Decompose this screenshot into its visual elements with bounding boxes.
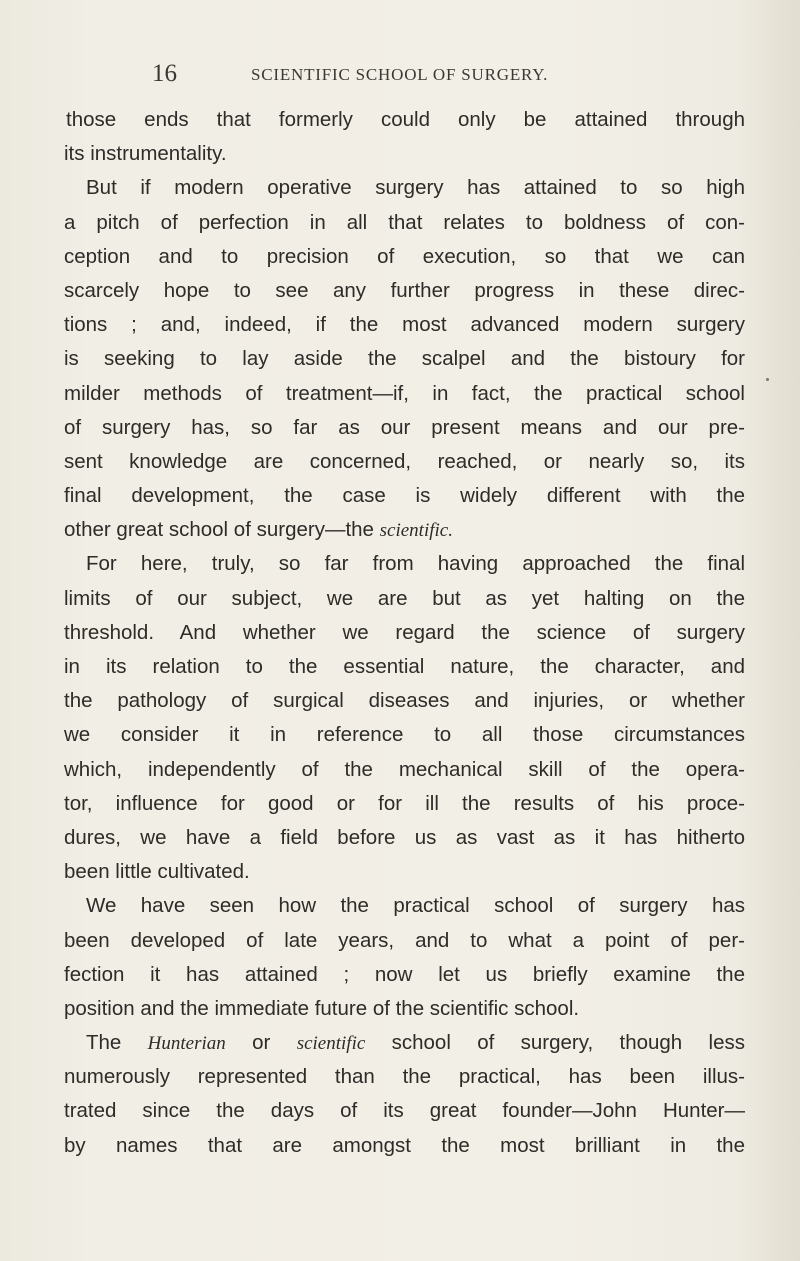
text-line: threshold. And whether we regard the science of surgery (64, 620, 745, 644)
text-line (64, 1026, 745, 1060)
text-segment: The (86, 1031, 148, 1055)
text-line: been developed of late years, and to what a point of per- (64, 928, 745, 952)
running-head: SCIENTIFIC SCHOOL OF SURGERY. (251, 65, 549, 84)
text-line: is seeking to lay aside the scalpel and the bistoury for (64, 347, 745, 371)
text-line: we consider it in reference to all those circumstances (64, 723, 745, 747)
text-line: in its relation to the essential nature, the character, and (64, 655, 745, 678)
text-line: We have seen how the practical school of surgery has (86, 894, 745, 918)
text-line: milder methods of treatment—if, in fact, the practical school (64, 381, 745, 405)
text-line: dures, we have a field before us as vast as it has hitherto (64, 825, 745, 849)
text-line: the pathology of surgical diseases and injuries, or whether (64, 689, 745, 713)
text-line: For here, truly, so far from having approached the final (86, 552, 745, 576)
text-line: of surgery has, so far as our present means and our pre- (64, 415, 745, 439)
text-line: position and the immediate future of the scientific school. (64, 996, 580, 1020)
text-line: a pitch of perfection in all that relates to boldness of con- (64, 210, 745, 234)
text-line: been little cultivated. (64, 860, 250, 884)
italic-term: Hunterian (147, 1033, 226, 1055)
text-line: numerously represented than the practical, has been illus- (64, 1065, 745, 1089)
text-line: tions ; and, indeed, if the most advanced modern surgery (64, 313, 745, 337)
page-header (152, 60, 742, 92)
text-line: by names that are amongst the most brilliant in the (64, 1133, 745, 1157)
text-line: tor, influence for good or for ill the results of his proce- (64, 791, 745, 815)
text-line: its instrumentality. (64, 142, 227, 166)
text-line: ception and to precision of execution, so that we can (64, 244, 745, 268)
text-line: trated since the days of its great founder—John Hunter— (64, 1099, 745, 1123)
text-line: But if modern operative surgery has attained to so high (86, 176, 745, 200)
text-line: those ends that formerly could only be attained through (66, 108, 745, 131)
text-segment: or (225, 1031, 297, 1055)
text-segment: other great school of surgery—the (64, 518, 380, 542)
text-line: final development, the case is widely different with the (64, 484, 745, 508)
text-line: which, independently of the mechanical skill of the opera- (64, 757, 745, 781)
page-number: 16 (152, 60, 177, 87)
text-segment: school of surgery, though less (365, 1031, 745, 1055)
margin-speck (766, 378, 769, 381)
text-line: scarcely hope to see any further progress in these direc- (64, 278, 745, 302)
italic-term: scientific (296, 1033, 366, 1055)
text-line: fection it has attained ; now let us briefly examine the (64, 962, 745, 986)
text-line (64, 513, 745, 547)
text-line: limits of our subject, we are but as yet halting on the (64, 586, 745, 610)
italic-term: scientific. (379, 520, 453, 542)
body-text (64, 103, 745, 1163)
text-line: sent knowledge are concerned, reached, or nearly so, its (64, 449, 745, 473)
